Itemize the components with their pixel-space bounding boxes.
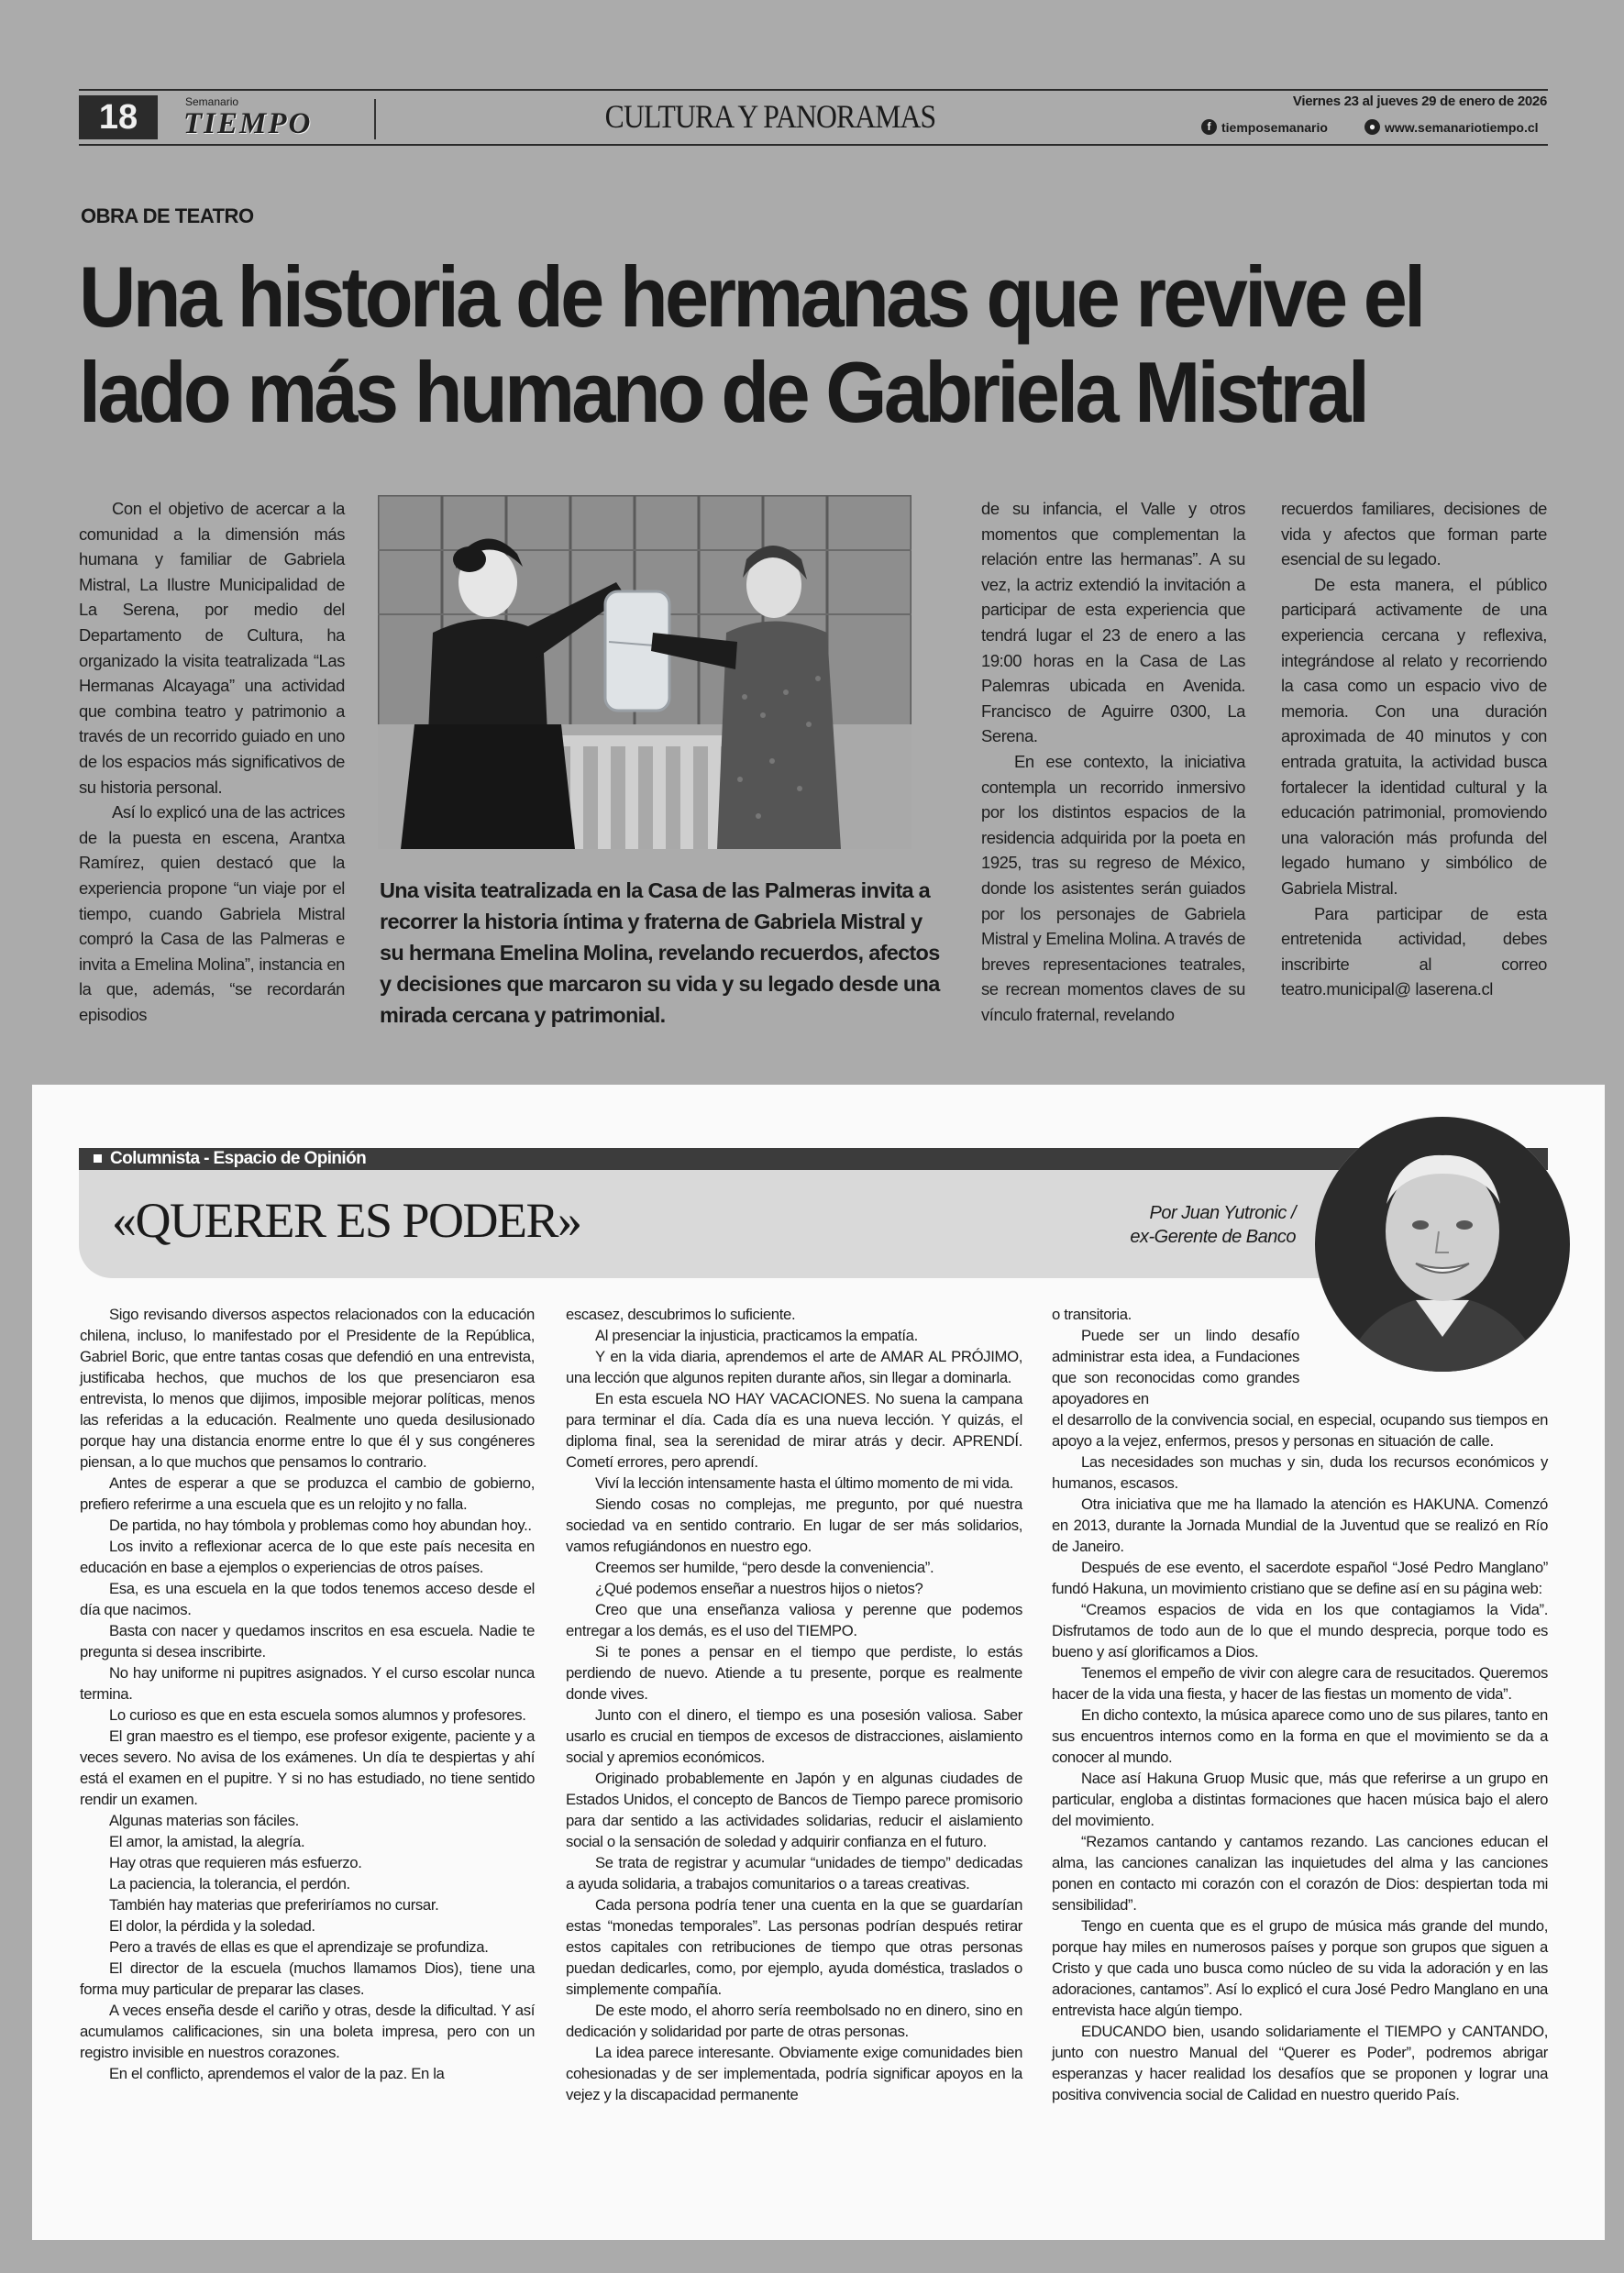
paragraph: El amor, la amistad, la alegría.	[109, 1833, 305, 1850]
masthead-logo: TIEMPO	[183, 107, 313, 140]
photo-caption: Una visita teatralizada en la Casa de las Palmeras invita a recorrer la historia íntima y fraterna de Gabriela Mistral y su hermana Emelina Molina, revelando recuerdos, afectos y decisiones que marcaron su vida y su legado desde una mirada cercana y patrimonial.	[380, 878, 940, 1027]
paragraph: Pero a través de ellas es que el aprendizaje se profundiza.	[109, 1938, 489, 1956]
paragraph: Basta con nacer y quedamos inscritos en esa escuela. Nadie te pregunta si desea inscribirte.	[80, 1622, 535, 1661]
section-title: CULTURA Y PANORAMAS	[604, 98, 936, 135]
paragraph: El gran maestro es el tiempo, ese profesor exigente, paciente y a veces severo. No avisa de los exámenes. Un día te despiertas y ahí está el examen en el pupitre. Y si no has estudiado, no tiene sentido rendir un examen.	[80, 1727, 535, 1808]
article-column-4	[1281, 496, 1547, 1002]
opinion-band	[79, 1148, 1548, 1170]
paragraph: Y en la vida diaria, aprendemos el arte de AMAR AL PRÓJIMO, una lección que algunos repiten durante años, sin llegar a dominarla.	[566, 1348, 1022, 1386]
paragraph: o transitoria.	[1052, 1306, 1132, 1323]
paragraph: Al presenciar la injusticia, practicamos la empatía.	[595, 1327, 918, 1344]
paragraph: recuerdos familiares, decisiones de vida y afectos que forman parte esencial de su legado.	[1281, 499, 1547, 569]
paragraph: También hay materias que preferiríamos no cursar.	[109, 1896, 439, 1914]
page-number: 18	[79, 95, 158, 139]
paragraph: Creemos ser humilde, “pero desde la conveniencia”.	[595, 1559, 934, 1576]
paragraph: Lo curioso es que en esta escuela somos alumnos y profesores.	[109, 1706, 526, 1724]
paragraph: Siendo cosas no complejas, me pregunto, por qué nuestra sociedad va en sentido contrario. En lugar de ser más solidarios, vamos refugiándonos en nuestro ego.	[566, 1495, 1022, 1555]
paragraph: Los invito a reflexionar acerca de lo que este país necesita en educación en base a ejemplos o experiencias de otros países.	[80, 1538, 535, 1576]
paragraph: Nace así Hakuna Gruop Music que, más que referirse a un grupo en particular, engloba a distintas formaciones que hacen música bajo el alero del movimiento.	[1052, 1770, 1548, 1829]
opinion-column-3	[1052, 1409, 1548, 2105]
paragraph: escasez, descubrimos lo suficiente.	[566, 1306, 796, 1323]
paragraph: EDUCANDO bien, usando solidariamente el TIEMPO y CANTANDO, junto con nuestro Manual del “Querer es Poder”, podremos abrigar esperanzas y hacer realidad los desafíos que se proponen y lograr una positiva convivencia social de Calidad en nuestro querido País.	[1052, 2023, 1548, 2103]
paragraph: Se trata de registrar y acumular “unidades de tiempo” dedicadas a ayuda solidaria, a trabajos comunitarios o a tareas creativas.	[566, 1854, 1022, 1892]
byline	[1130, 1201, 1296, 1249]
header-rule-bottom	[79, 144, 1548, 146]
paragraph: el desarrollo de la convivencia social, en especial, ocupando sus tiempos en apoyo a la vejez, enfermos, presos y personas en situación de calle.	[1052, 1411, 1548, 1450]
paragraph: En esta escuela NO HAY VACACIONES. No suena la campana para terminar el día. Cada día es una nueva lección. Y quizás, el diploma final, sea la serenidad de mirar atrás y decir. APRENDÍ. Cometí errores, pero aprendí.	[566, 1390, 1022, 1471]
author-portrait-illustration	[1315, 1117, 1570, 1372]
article-column-3	[981, 496, 1245, 1027]
paragraph: En dicho contexto, la música aparece como uno de sus pilares, tanto en sus encuentros internos como en la forma en que el movimiento se da a conocer al mundo.	[1052, 1706, 1548, 1766]
paragraph: Para participar de esta entretenida actividad, debes inscribirte al correo teatro.municipal@ laserena.cl	[1281, 903, 1547, 999]
author-portrait	[1315, 1117, 1570, 1372]
opinion-column-3-narrow	[1052, 1304, 1299, 1409]
paragraph: Hay otras que requieren más esfuerzo.	[109, 1854, 362, 1871]
paragraph: De partida, no hay tómbola y problemas como hoy abundan hoy..	[109, 1517, 532, 1534]
paragraph: El dolor, la pérdida y la soledad.	[109, 1917, 315, 1935]
paragraph: “Rezamos cantando y cantamos rezando. Las canciones educan el alma, las canciones canalizan las inquietudes del alma y las canciones ponen en contacto mi corazón con el corazón de Dios: despiertan toda mi sensibilidad”.	[1052, 1833, 1548, 1914]
facebook-icon: f	[1201, 119, 1217, 135]
paragraph: En ese contexto, la iniciativa contempla un recorrido inmersivo por los distintos espacios de la residencia adquirida por la poeta en 1925, tras su regreso de México, donde los asistentes serán guiados por los personajes de Gabriela Mistral y Emelina Molina. A través de breves representaciones teatrales, se recrean momentos claves de su vínculo fraternal, revelando	[981, 751, 1245, 1024]
sisters-photo-illustration	[378, 495, 911, 849]
byline-author: Por Juan Yutronic /	[1149, 1203, 1296, 1223]
website-link: ● www.semanariotiempo.cl	[1364, 119, 1539, 135]
paragraph: De esta manera, el público participará activamente de una experiencia cercana y reflexiva, integrándose al relato y recorriendo la casa como un espacio vivo de memoria. Con una duración aproximada de 40 minutos y con entrada gratuita, la actividad busca fortalecer la identidad cultural y la educación patrimonial, promoviendo una valoración más profunda del legado humano y simbólico de Gabriela Mistral.	[1281, 574, 1547, 898]
byline-role: ex-Gerente de Banco	[1130, 1227, 1296, 1247]
paragraph: No hay uniforme ni pupitres asignados. Y el curso escolar nunca termina.	[80, 1664, 535, 1703]
article-headline: Una historia de hermanas que revive el lado más humano de Gabriela Mistral	[79, 248, 1423, 440]
globe-icon: ●	[1364, 119, 1380, 135]
opinion-title: «QUERER ES PODER»	[112, 1193, 581, 1248]
opinion-band-label: Columnista - Espacio de Opinión	[110, 1149, 367, 1168]
paragraph: A veces enseña desde el cariño y otras, desde la dificultad. Y así acumulamos calificaciones, sin una boleta impresa, pero con un registro invisible en nuestros corazones.	[80, 2002, 535, 2061]
paragraph: Así lo explicó una de las actrices de la puesta en escena, Arantxa Ramírez, quien destacó que la experiencia propone “un viaje por el tiempo, cuando Gabriela Mistral compró la Casa de las Palmeras e invita a Emelina Molina”, instancia en la que, además, “se recordarán episodios	[79, 802, 345, 1024]
paragraph: Tengo en cuenta que es el grupo de música más grande del mundo, porque hay miles en numerosos países y porque son grupos que siguen a Cristo y que cada uno busca como núcleo de su vida la adoración y en las adoraciones, cantamos”. Así lo explicó el cura José Pedro Manglano en una entrevista hace algún tiempo.	[1052, 1917, 1548, 2019]
paragraph: Tenemos el empeño de vivir con alegre cara de resucitados. Queremos hacer de la vida una fiesta, y hacer de las fiestas un momento de vida”.	[1052, 1664, 1548, 1703]
paragraph: Esa, es una escuela en la que todos tenemos acceso desde el día que nacimos.	[80, 1580, 535, 1618]
paragraph: La idea parece interesante. Obviamente exige comunidades bien cohesionadas y de ser implementada, podría significar apoyos en la vejez y la discapacidad permanente	[566, 2044, 1022, 2103]
paragraph: Creo que una enseñanza valiosa y perenne que podemos entregar a los demás, es el uso del TIEMPO.	[566, 1601, 1022, 1639]
paragraph: Con el objetivo de acercar a la comunidad a la dimensión más humana y familiar de Gabriela Mistral, La Ilustre Municipalidad de La Serena, por medio del Departamento de Cultura, ha organizado la visita teatralizada “Las Hermanas Alcayaga” una actividad que combina teatro y patrimonio a través de un recorrido guiado en uno de los espacios más significativos de su historia personal.	[79, 499, 345, 797]
paragraph: Algunas materias son fáciles.	[109, 1812, 299, 1829]
header-rule-top	[79, 89, 1548, 91]
paragraph: Si te pones a pensar en el tiempo que perdiste, lo estás perdiendo de nuevo. Atiende a tu presente, porque es realmente donde vives.	[566, 1643, 1022, 1703]
paragraph: Antes de esperar a que se produzca el cambio de gobierno, prefiero referirme a una escuela que es un relojito y no falla.	[80, 1474, 535, 1513]
paragraph: Otra iniciativa que me ha llamado la atención es HAKUNA. Comenzó en 2013, durante la Jornada Mundial de la Juventud que se realizó en Río de Janeiro.	[1052, 1495, 1548, 1555]
paragraph: Originado probablemente en Japón y en algunas ciudades de Estados Unidos, el concepto de Bancos de Tiempo parece promisorio para dar sentido a las actividades solidarias, reducir el aislamiento social o la sensación de soledad y adquirir confianza en el futuro.	[566, 1770, 1022, 1850]
paragraph: De este modo, el ahorro sería reembolsado no en dinero, sino en dedicación y solidaridad por parte de otras personas.	[566, 2002, 1022, 2040]
issue-date: Viernes 23 al jueves 29 de enero de 2026	[1292, 94, 1547, 109]
paragraph: En el conflicto, aprendemos el valor de la paz. En la	[109, 2065, 445, 2082]
paragraph: La paciencia, la tolerancia, el perdón.	[109, 1875, 350, 1892]
article-column-1	[79, 496, 345, 1027]
paragraph: de su infancia, el Valle y otros momentos que complementan la relación entre las hermanas”. A su vez, la actriz extendió la invitación a participar de esta experiencia que tendrá lugar el 23 de enero a las 19:00 horas en la Casa de Las Palemras ubicada en Avenida. Francisco de Aguirre 0300, La Serena.	[981, 499, 1245, 746]
paragraph: “Creamos espacios de vida en los que contagiamos la Vida”. Disfrutamos de todo aun de lo que el mundo desprecia, porque todo es bueno y así glorificamos a Dios.	[1052, 1601, 1548, 1661]
paragraph: Viví la lección intensamente hasta el último momento de mi vida.	[595, 1474, 1013, 1492]
logo-prefix: Semanario	[185, 95, 239, 108]
paragraph: Las necesidades son muchas y sin, duda los recursos económicos y humanos, escasos.	[1052, 1453, 1548, 1492]
logo-divider	[374, 99, 376, 139]
opinion-column-1	[80, 1304, 535, 2084]
paragraph: El director de la escuela (muchos llamamos Dios), tiene una forma muy particular de preparar las clases.	[80, 1959, 535, 1998]
opinion-column-2	[566, 1304, 1022, 2105]
article-kicker: OBRA DE TEATRO	[81, 204, 254, 227]
paragraph: Sigo revisando diversos aspectos relacionados con la educación chilena, incluso, lo manifestado por el Presidente de la República, Gabriel Boric, que entre tantas cosas que defendió en una entrevista, justificaba hechos, que muchos de los que presenciaron esa entrevista, lo menos que dijimos, imposible mejorar políticas, menos las referidas a la educación. Realmente uno queda desilusionado porque hay una distancia enorme entre lo que él y sus congéneres piensan, a lo que muchos que pensamos lo contrario.	[80, 1306, 535, 1471]
paragraph: Después de ese evento, el sacerdote español “José Pedro Manglano” fundó Hakuna, un movimiento cristiano que se define así en su página web:	[1052, 1559, 1548, 1597]
paragraph: ¿Qué podemos enseñar a nuestros hijos o nietos?	[595, 1580, 923, 1597]
facebook-handle: f tiemposemanario	[1201, 119, 1328, 135]
paragraph: Puede ser un lindo desafío administrar esta idea, a Fundaciones que son reconocidas como grandes apoyadores en	[1052, 1327, 1299, 1407]
bullet-icon	[94, 1154, 102, 1163]
paragraph: Junto con el dinero, el tiempo es una posesión valiosa. Saber usarlo es crucial en tiempos de excesos de distracciones, aislamiento social y apremios económicos.	[566, 1706, 1022, 1766]
paragraph: Cada persona podría tener una cuenta en la que se guardarían estas “monedas temporales”. Las personas podrían después retirar estos capitales con retribuciones de tiempo que otras personas puedan dedicarles, como, por ejemplo, ayuda doméstica, traslados o simplemente compañía.	[566, 1896, 1022, 1998]
article-photo	[378, 495, 911, 849]
